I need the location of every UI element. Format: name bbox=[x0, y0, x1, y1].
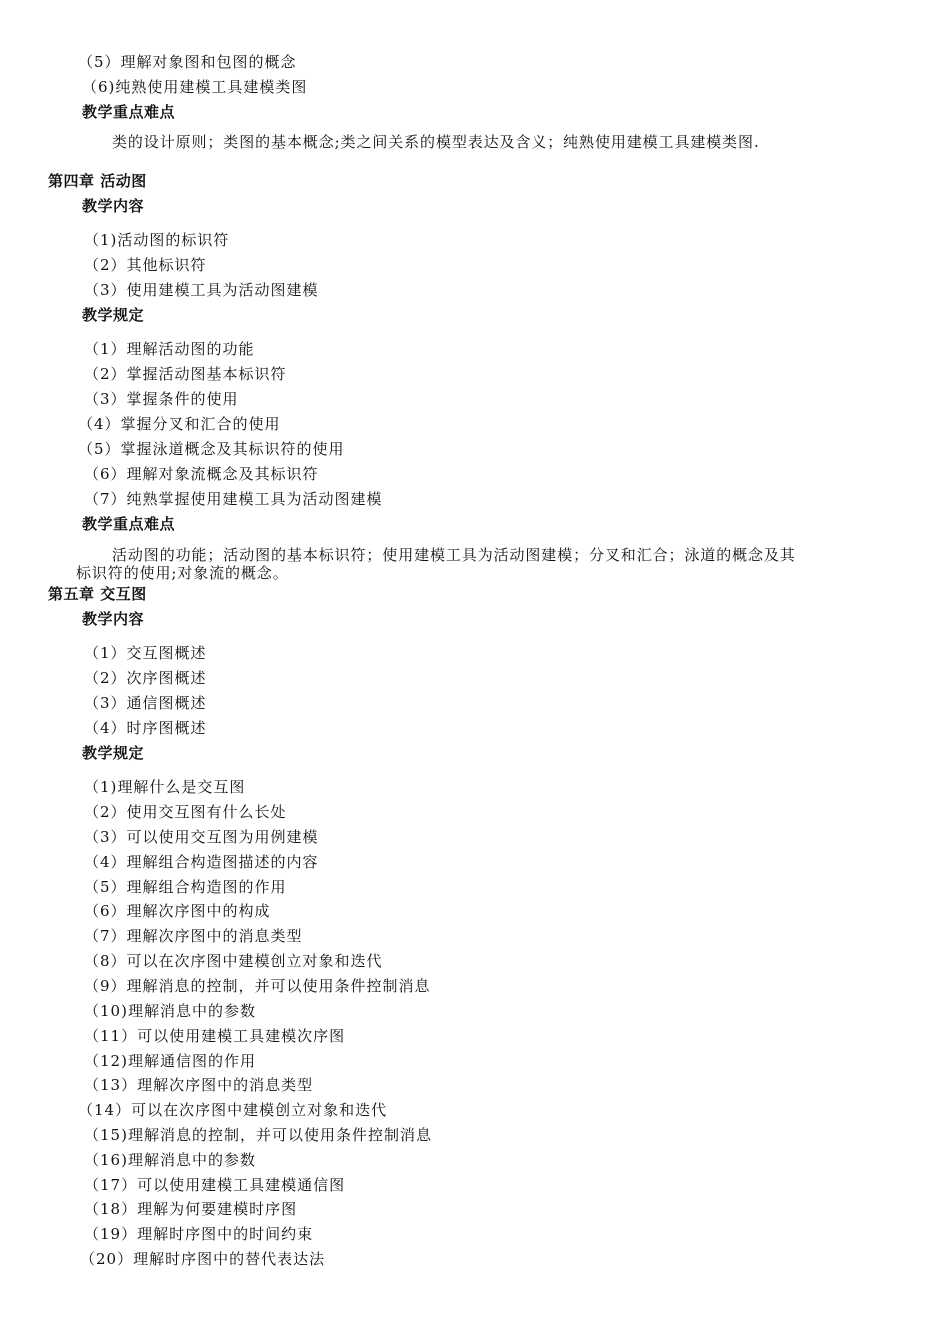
ch5-req-item-2: （2）使用交互图有什么长处 bbox=[84, 803, 287, 821]
ch5-req-item-3: （3）可以使用交互图为用例建模 bbox=[84, 828, 319, 846]
ch4-key-text-line2: 标识符的使用;对象流的概念。 bbox=[76, 564, 289, 582]
ch4-content-item-3: （3）使用建模工具为活动图建模 bbox=[84, 281, 319, 299]
ch5-req-item-6: （6）理解次序图中的构成 bbox=[84, 902, 271, 920]
ch4-req-item-1: （1）理解活动图的功能 bbox=[84, 340, 255, 358]
ch4-content-heading: 教学内容 bbox=[82, 197, 145, 215]
ch5-req-item-18: （18）理解为何要建模时序图 bbox=[84, 1200, 298, 1218]
ch5-title: 第五章 交互图 bbox=[48, 585, 147, 603]
ch5-req-item-12: （12)理解通信图的作用 bbox=[84, 1052, 256, 1070]
ch3-key-text: 类的设计原则；类图的基本概念;类之间关系的模型表达及含义；纯熟使用建模工具建模类图. bbox=[112, 133, 760, 151]
ch5-content-item-3: （3）通信图概述 bbox=[84, 694, 207, 712]
ch4-req-item-3: （3）掌握条件的使用 bbox=[84, 390, 239, 408]
ch4-key-heading: 教学重点难点 bbox=[82, 515, 176, 533]
ch5-content-item-4: （4）时序图概述 bbox=[84, 719, 207, 737]
ch5-req-item-16: （16)理解消息中的参数 bbox=[84, 1151, 256, 1169]
ch4-content-item-1: （1)活动图的标识符 bbox=[84, 231, 230, 249]
ch4-req-item-4: （4）掌握分叉和汇合的使用 bbox=[78, 415, 281, 433]
ch3-item-5: （5）理解对象图和包图的概念 bbox=[78, 53, 297, 71]
ch4-req-item-6: （6）理解对象流概念及其标识符 bbox=[84, 465, 319, 483]
ch4-key-text-line1: 活动图的功能；活动图的基本标识符；使用建模工具为活动图建模；分叉和汇合；泳道的概念及其 bbox=[112, 546, 796, 564]
ch5-req-item-1: （1)理解什么是交互图 bbox=[84, 778, 246, 796]
ch4-content-item-2: （2）其他标识符 bbox=[84, 256, 207, 274]
ch4-req-item-7: （7）纯熟掌握使用建模工具为活动图建模 bbox=[84, 490, 383, 508]
ch4-title: 第四章 活动图 bbox=[48, 172, 147, 190]
ch5-req-item-4: （4）理解组合构造图描述的内容 bbox=[84, 853, 319, 871]
ch4-req-item-2: （2）掌握活动图基本标识符 bbox=[84, 365, 287, 383]
ch5-req-item-13: （13）理解次序图中的消息类型 bbox=[84, 1076, 314, 1094]
ch5-req-item-10: （10)理解消息中的参数 bbox=[84, 1002, 256, 1020]
ch5-content-heading: 教学内容 bbox=[82, 610, 145, 628]
ch5-req-item-17: （17）可以使用建模工具建模通信图 bbox=[84, 1176, 346, 1194]
ch4-req-item-5: （5）掌握泳道概念及其标识符的使用 bbox=[78, 440, 345, 458]
ch3-key-heading: 教学重点难点 bbox=[82, 103, 176, 121]
ch5-req-item-7: （7）理解次序图中的消息类型 bbox=[84, 927, 303, 945]
ch5-req-item-14: （14）可以在次序图中建模创立对象和迭代 bbox=[78, 1101, 388, 1119]
ch5-req-item-9: （9）理解消息的控制，并可以使用条件控制消息 bbox=[84, 977, 431, 995]
ch5-req-heading: 教学规定 bbox=[82, 744, 145, 762]
ch5-req-item-8: （8）可以在次序图中建模创立对象和迭代 bbox=[84, 952, 383, 970]
ch5-req-item-11: （11）可以使用建模工具建模次序图 bbox=[84, 1027, 346, 1045]
ch5-content-item-1: （1）交互图概述 bbox=[84, 644, 207, 662]
ch5-req-item-5: （5）理解组合构造图的作用 bbox=[84, 878, 287, 896]
ch3-item-6: （6)纯熟使用建模工具建模类图 bbox=[82, 78, 308, 96]
ch5-content-item-2: （2）次序图概述 bbox=[84, 669, 207, 687]
ch4-req-heading: 教学规定 bbox=[82, 306, 145, 324]
ch5-req-item-15: （15)理解消息的控制，并可以使用条件控制消息 bbox=[84, 1126, 432, 1144]
ch5-req-item-20: （20）理解时序图中的替代表达法 bbox=[80, 1250, 326, 1268]
ch5-req-item-19: （19）理解时序图中的时间约束 bbox=[84, 1225, 314, 1243]
